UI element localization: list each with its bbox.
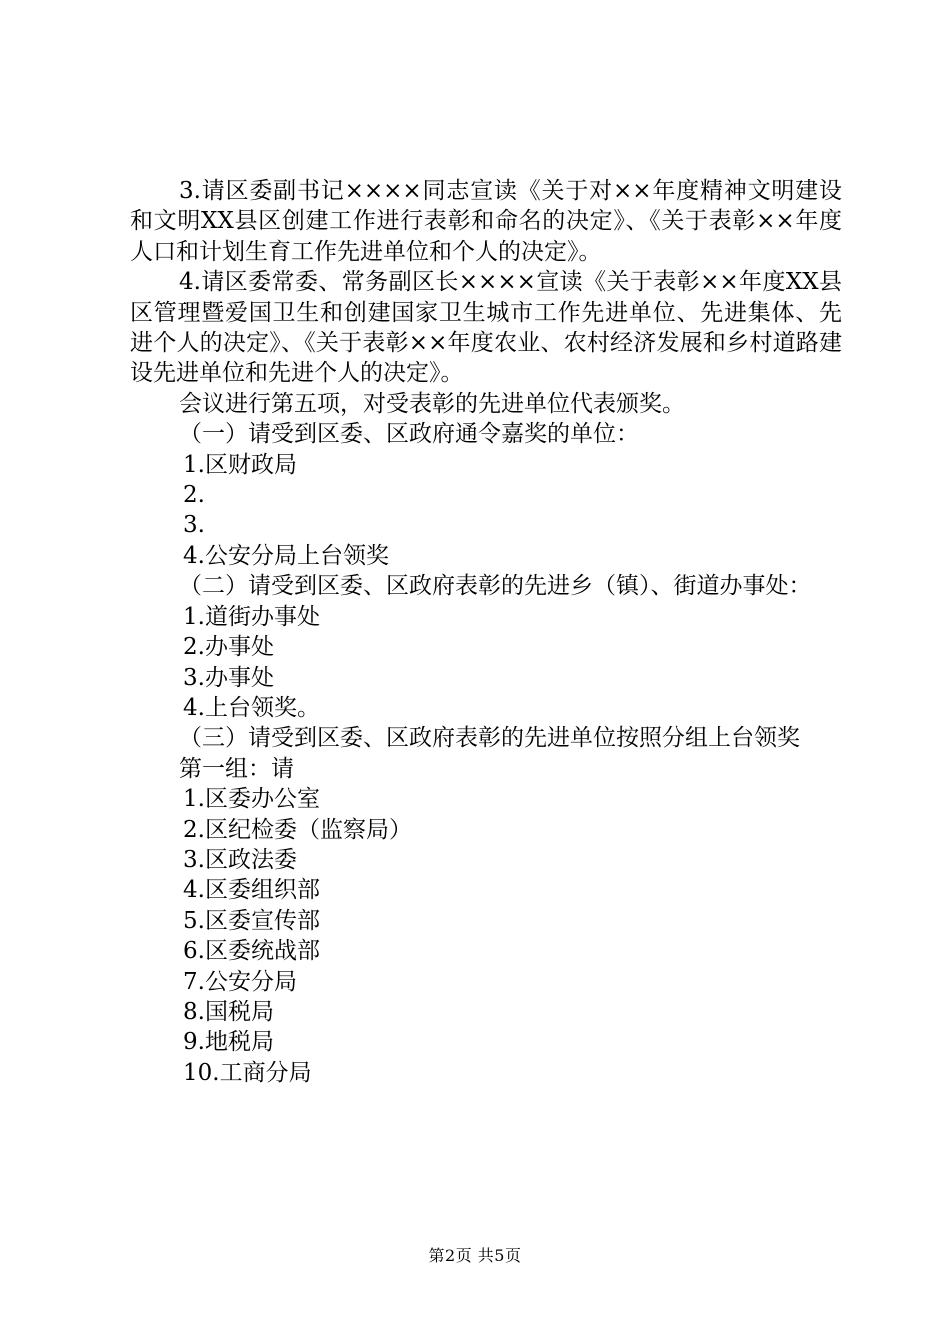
group-1-label: 第一组：请 — [179, 755, 294, 782]
page-number-footer: 第2页 共5页 — [428, 1246, 522, 1265]
paragraph-item-5-intro: 会议进行第五项，对受表彰的先进单位代表颁奖。 — [179, 390, 685, 417]
list-item: 10.工商分局 — [183, 1059, 312, 1086]
section-2-heading: （二）请受到区委、区政府表彰的先进乡（镇）、街道办事处： — [179, 573, 812, 600]
list-item: 3. — [183, 512, 205, 539]
paragraph-item-3: 3.请区委副书记××××同志宣读《关于对××年度精神文明建设和文明XX县区创建工作进行表彰和命名的决定》、《关于表彰××年度人口和计划生育工作先进单位和个人的决定》。 — [130, 178, 842, 265]
list-item: 2.办事处 — [183, 634, 274, 661]
list-item: 4.区委组织部 — [183, 877, 320, 904]
list-item: 4.公安分局上台领奖 — [183, 542, 389, 569]
list-item: 3.区政法委 — [183, 846, 297, 873]
list-item: 1.区委办公室 — [183, 786, 320, 813]
list-item: 9.地税局 — [183, 1029, 274, 1056]
section-1-heading: （一）请受到区委、区政府通令嘉奖的单位： — [179, 421, 639, 448]
list-item: 6.区委统战部 — [183, 938, 320, 965]
list-item: 3.办事处 — [183, 664, 274, 691]
list-item: 2. — [183, 482, 205, 509]
section-3-heading: （三）请受到区委、区政府表彰的先进单位按照分组上台领奖 — [179, 725, 800, 752]
list-item: 4.上台领奖。 — [183, 694, 320, 721]
paragraph-item-4: 4.请区委常委、常务副区长××××宣读《关于表彰××年度XX县区管理暨爱国卫生和创建国家卫生城市工作先进单位、先进集体、先进个人的决定》、《关于表彰××年度农业、农村经济发展和乡村道路建设先进单位和先进个人的决定》。 — [130, 269, 842, 387]
list-item: 5.区委宣传部 — [183, 907, 320, 934]
list-item: 7.公安分局 — [183, 968, 297, 995]
list-item: 1.道街办事处 — [183, 603, 320, 630]
list-item: 2.区纪检委（监察局） — [183, 816, 412, 843]
document-body — [130, 176, 842, 1088]
list-item: 1.区财政局 — [183, 451, 297, 478]
list-item: 8.国税局 — [183, 998, 274, 1025]
